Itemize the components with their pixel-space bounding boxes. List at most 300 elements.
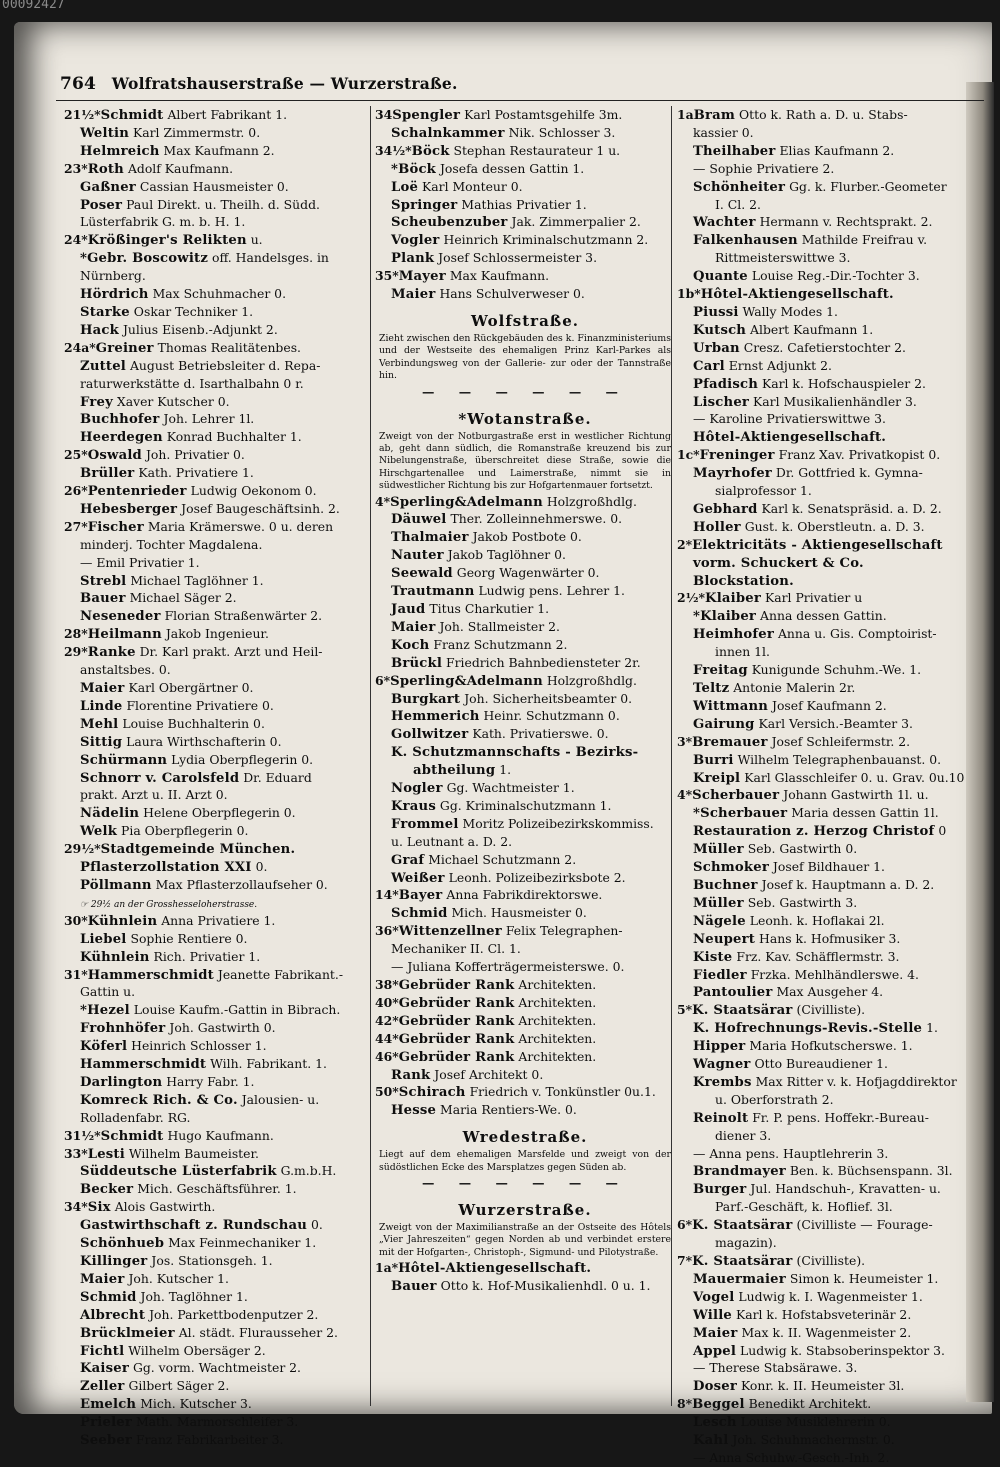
directory-entry xyxy=(64,1270,364,1288)
resident-name: Prieler xyxy=(80,1415,133,1431)
directory-entry xyxy=(375,815,675,833)
entry-details: (Civilliste). xyxy=(796,1253,866,1268)
entry-details: Ludwig pens. Lehrer 1. xyxy=(478,583,625,599)
house-number: 26* xyxy=(64,483,88,499)
resident-name: Starke xyxy=(80,304,130,320)
resident-name: Kühnlein xyxy=(87,913,158,929)
directory-entry xyxy=(677,643,982,661)
resident-name: Schmid xyxy=(391,906,448,922)
entry-details: u. Oberforstrath 2. xyxy=(715,1091,834,1107)
house-number: 40* xyxy=(375,994,399,1010)
resident-name: Sperling&Adelmann xyxy=(390,673,543,689)
resident-name: Sperling&Adelmann xyxy=(390,494,543,510)
resident-name: Appel xyxy=(693,1343,737,1359)
directory-entry xyxy=(677,1162,982,1180)
entry-details: Otto Bureaudiener 1. xyxy=(754,1056,888,1072)
entry-details: Elias Kaufmann 2. xyxy=(779,142,895,158)
directory-entry xyxy=(64,196,364,214)
resident-name: Six xyxy=(87,1200,111,1216)
entry-details: sialprofessor 1. xyxy=(715,483,812,499)
resident-name: K. Schutzmannschafts - Bezirks- xyxy=(391,745,639,761)
entry-details: Gg. Kriminalschutzmann 1. xyxy=(439,797,612,813)
directory-entry xyxy=(677,428,982,446)
directory-entry xyxy=(375,213,675,231)
resident-name: Trautmann xyxy=(391,584,475,600)
column-divider xyxy=(370,106,371,1406)
directory-entry xyxy=(677,1413,982,1431)
resident-name: Fischer xyxy=(87,519,144,535)
entry-details: Johann Gastwirth 1l. u. xyxy=(783,787,929,803)
entry-details: Hans k. Hofmusiker 3. xyxy=(759,930,901,946)
directory-entry xyxy=(375,510,675,528)
directory-entry xyxy=(64,142,364,160)
resident-name: Schalnkammer xyxy=(391,125,505,141)
entry-details: Architekten. xyxy=(518,994,597,1010)
directory-entry xyxy=(64,966,364,984)
house-number: 3* xyxy=(677,733,693,749)
resident-name: Hôtel-Aktiengesellschaft. xyxy=(398,1261,592,1277)
house-number: 2½* xyxy=(677,590,706,606)
entry-details: Lüsterfabrik G. m. b. H. 1. xyxy=(80,214,246,230)
entry-details: — Sophie Privatiere 2. xyxy=(693,160,835,176)
house-number: 29½* xyxy=(64,841,101,857)
entry-details: Nürnberg. xyxy=(80,268,146,284)
entry-details: Albert Kaufmann 1. xyxy=(750,321,874,337)
directory-entry xyxy=(677,1377,982,1395)
directory-entry xyxy=(64,1162,364,1180)
resident-name: Linde xyxy=(80,698,123,714)
directory-page xyxy=(14,22,992,1465)
entry-details: Dr. Eduard xyxy=(243,769,312,785)
directory-entry xyxy=(375,1259,675,1277)
entry-details: Architekten. xyxy=(518,1030,597,1046)
directory-entry xyxy=(677,930,982,948)
entry-details: (Civilliste — Fourage- xyxy=(796,1217,933,1233)
directory-entry xyxy=(64,393,364,411)
resident-name: Rank xyxy=(391,1067,431,1083)
resident-name: Weißer xyxy=(391,870,445,886)
directory-entry xyxy=(64,249,364,267)
entry-details: G.m.b.H. xyxy=(280,1163,337,1179)
resident-name: Gairung xyxy=(693,716,755,732)
house-number: 42* xyxy=(375,1012,399,1028)
resident-name: Bram xyxy=(693,108,736,123)
resident-name: Müller xyxy=(693,895,744,911)
entry-details: Wally Modes 1. xyxy=(742,303,838,319)
directory-entry xyxy=(677,572,982,590)
resident-name: Hôtel-Aktiengesellschaft. xyxy=(693,430,887,446)
resident-name: Bauer xyxy=(391,1279,437,1295)
entry-details: Joh. Parkettbodenputzer 2. xyxy=(149,1306,319,1322)
entry-details: Jul. Handschuh-, Kravatten- u. xyxy=(750,1181,941,1197)
directory-entry xyxy=(375,582,675,600)
directory-entry xyxy=(677,160,982,178)
resident-name: *Böck xyxy=(391,161,437,177)
resident-name: Restauration z. Herzog Christof xyxy=(693,824,935,840)
entry-details: Lydia Oberpflegerin 0. xyxy=(171,751,314,767)
house-number: 21½* xyxy=(64,107,101,122)
directory-entry xyxy=(64,321,364,339)
directory-entry xyxy=(64,1431,364,1449)
directory-entry xyxy=(375,249,675,267)
resident-name: Blockstation. xyxy=(693,573,794,589)
directory-entry xyxy=(677,1091,982,1109)
resident-name: vorm. Schuckert & Co. xyxy=(693,555,864,571)
directory-entry xyxy=(677,231,982,249)
resident-name: Mayer xyxy=(398,269,446,285)
entry-details: Louise Musiklehrerin 0. xyxy=(740,1414,891,1430)
entry-details: Heinrich Kriminalschutzmann 2. xyxy=(443,232,649,248)
resident-name: Pantoulier xyxy=(693,985,773,1001)
house-number: 1c* xyxy=(677,447,700,463)
entry-details: Max Kaufmann. xyxy=(449,268,550,284)
entry-details: 0. xyxy=(255,859,268,875)
entry-details: Architekten. xyxy=(518,1012,597,1028)
house-number: 34* xyxy=(64,1199,88,1215)
entry-details: Ludwig k. Stabsoberinspektor 3. xyxy=(740,1342,945,1358)
resident-name: K. Staatsärar xyxy=(692,1003,793,1019)
directory-entry xyxy=(64,1306,364,1324)
entry-details: Jalousien- u. xyxy=(241,1091,320,1107)
resident-name: Maier xyxy=(80,1271,125,1287)
resident-name: Hördrich xyxy=(80,287,149,303)
house-number: 4* xyxy=(677,787,693,803)
resident-name: Schmoker xyxy=(693,860,769,876)
entry-details: Josef Architekt 0. xyxy=(434,1066,544,1082)
entry-details: Jos. Stationsgeh. 1. xyxy=(151,1253,273,1268)
house-number: 25* xyxy=(64,447,88,463)
resident-name: Killinger xyxy=(80,1254,148,1269)
directory-entry xyxy=(64,160,364,178)
entry-details: Mich. Kutscher 3. xyxy=(140,1396,252,1412)
directory-entry xyxy=(375,196,675,214)
entry-details: Paul Direkt. u. Theilh. d. Südd. xyxy=(126,196,320,212)
entry-details: Architekten. xyxy=(518,1048,597,1064)
directory-entry xyxy=(64,1127,364,1145)
entry-details: Holzgroßhdlg. xyxy=(546,493,637,509)
directory-entry xyxy=(375,124,675,142)
directory-entry xyxy=(64,1234,364,1252)
entry-details: Josef Schlossermeister 3. xyxy=(438,250,598,266)
resident-name: Mayrhofer xyxy=(693,466,772,482)
street-description: Zweigt von der Maximilianstraße an der Ostseite des Hôtels „Vier Jahreszeiten“ gegen Norden ab und verbindet erstere mit der Hofgarten-, Christoph-, Sigmund- und Pilotystraße. xyxy=(379,1221,671,1258)
resident-name: Albrecht xyxy=(80,1307,146,1323)
resident-name: Süddeutsche Lüsterfabrik xyxy=(80,1164,277,1180)
resident-name: Maier xyxy=(391,287,436,303)
resident-name: Buchhofer xyxy=(80,412,160,428)
entry-details: Mathias Privatier 1. xyxy=(461,196,587,212)
resident-name: Theilhaber xyxy=(693,143,776,159)
directory-entry xyxy=(375,636,675,654)
resident-name: Schmid xyxy=(80,1289,137,1305)
resident-name: Plank xyxy=(391,251,435,267)
directory-entry xyxy=(677,1180,982,1198)
house-number: 28* xyxy=(64,626,88,642)
entry-details: Leonh. k. Hoflakai 2l. xyxy=(749,912,885,928)
section-separator: — — — — — — xyxy=(422,1175,628,1191)
entry-details: Gilbert Säger 2. xyxy=(128,1378,230,1394)
resident-name: Nogler xyxy=(391,781,443,797)
directory-entry xyxy=(677,536,982,554)
directory-entry xyxy=(64,1342,364,1360)
directory-entry xyxy=(677,983,982,1001)
house-number: 31* xyxy=(64,966,88,982)
directory-entry xyxy=(64,572,364,590)
directory-entry xyxy=(64,948,364,966)
directory-entry xyxy=(677,1037,982,1055)
entry-details: Pia Oberpflegerin 0. xyxy=(121,823,249,839)
directory-entry xyxy=(677,607,982,625)
house-number: 6* xyxy=(375,672,391,688)
entry-details: Franz Schutzmann 2. xyxy=(433,636,568,652)
entry-details: Nik. Schlosser 3. xyxy=(508,124,616,140)
entry-details: Anna Fabrikdirektorswe. xyxy=(446,887,603,903)
resident-name: Hammerschmidt xyxy=(87,967,214,983)
house-number: 35* xyxy=(375,268,399,284)
directory-entry xyxy=(64,213,364,231)
entry-details: Wilhelm Baumeister. xyxy=(128,1145,259,1161)
entry-details: Louise Buchhalterin 0. xyxy=(122,715,265,731)
resident-name: Gebrüder Rank xyxy=(398,1049,515,1065)
resident-name: Lischer xyxy=(693,394,750,410)
entry-details: Anna Privatiere 1. xyxy=(161,912,276,928)
directory-entry xyxy=(64,930,364,948)
entry-details: Joh. Taglöhner 1. xyxy=(140,1288,248,1304)
resident-name: Mehl xyxy=(80,716,119,732)
entry-details: Jakob Postbote 0. xyxy=(472,529,582,545)
resident-name: Gebrüder Rank xyxy=(398,978,515,993)
resident-name: Doser xyxy=(693,1379,737,1395)
house-number: 46* xyxy=(375,1048,399,1064)
directory-entry xyxy=(64,267,364,285)
directory-entry xyxy=(677,697,982,715)
resident-name: Kaiser xyxy=(80,1361,129,1377)
directory-entry xyxy=(677,1324,982,1342)
entry-details: Ben. k. Büchsenspann. 3l. xyxy=(789,1163,953,1179)
directory-entry xyxy=(64,1001,364,1019)
entry-details: Louise Kaufm.-Gattin in Bibrach. xyxy=(133,1002,341,1018)
entry-details: Ther. Zolleinnehmerswe. 0. xyxy=(450,511,623,527)
directory-entry xyxy=(677,1234,982,1252)
directory-entry xyxy=(677,894,982,912)
resident-name: Freitag xyxy=(693,663,748,679)
street-heading: Wredestraße. xyxy=(462,1128,588,1147)
directory-entry xyxy=(64,428,364,446)
entry-details: Heinrich Schlosser 1. xyxy=(131,1038,267,1054)
resident-name: Schönheiter xyxy=(693,179,786,195)
entry-details: Florian Straßenwärter 2. xyxy=(164,608,323,624)
entry-details: Karl k. Senatspräsid. a. D. 2. xyxy=(761,500,942,516)
entry-details: Sophie Rentiere 0. xyxy=(130,930,248,946)
directory-entry xyxy=(64,1180,364,1198)
resident-name: Reinolt xyxy=(693,1110,749,1126)
resident-name: Becker xyxy=(80,1182,134,1198)
house-number: 34½* xyxy=(375,142,412,158)
directory-entry xyxy=(64,285,364,303)
entry-details: Karl Versich.-Beamter 3. xyxy=(758,715,913,731)
resident-name: Pfadisch xyxy=(693,376,759,392)
entry-details: Karl Zimmermstr. 0. xyxy=(132,124,261,140)
directory-entry xyxy=(64,697,364,715)
house-number: 7* xyxy=(677,1253,693,1268)
directory-entry xyxy=(677,1055,982,1073)
resident-name: Poser xyxy=(80,197,123,213)
entry-details: Mathilde Freifrau v. xyxy=(801,232,928,248)
directory-entry xyxy=(375,690,675,708)
directory-entry xyxy=(375,1066,675,1084)
resident-name: Frohnhöfer xyxy=(80,1021,166,1037)
directory-entry xyxy=(677,1001,982,1019)
directory-entry xyxy=(677,912,982,930)
entry-details: Adolf Kaufmann. xyxy=(127,160,234,176)
resident-name: Gaßner xyxy=(80,179,136,195)
directory-entry xyxy=(64,1109,364,1127)
directory-entry xyxy=(64,1395,364,1413)
directory-entry xyxy=(677,948,982,966)
resident-name: Krembs xyxy=(693,1074,752,1090)
resident-name: Urban xyxy=(693,340,740,356)
directory-entry xyxy=(677,196,982,214)
directory-entry xyxy=(64,1198,364,1216)
resident-name: Maier xyxy=(80,681,125,696)
resident-name: Pflasterzollstation XXI xyxy=(80,860,252,876)
directory-entry xyxy=(375,600,675,618)
resident-name: Wille xyxy=(693,1307,732,1323)
resident-name: Wachter xyxy=(693,215,756,231)
resident-name: Hebesberger xyxy=(80,501,178,517)
entry-details: Titus Charkutier 1. xyxy=(429,600,550,616)
street-heading: *Wotanstraße. xyxy=(458,409,592,428)
resident-name: Buchner xyxy=(693,877,758,893)
entry-details: Maria dessen Gattin 1l. xyxy=(791,805,939,821)
resident-name: Jaud xyxy=(391,601,426,617)
resident-name: Lesti xyxy=(87,1146,125,1162)
directory-entry xyxy=(677,822,982,840)
resident-name: Fiedler xyxy=(693,967,747,983)
resident-name: Kahl xyxy=(693,1433,729,1449)
directory-entry xyxy=(64,124,364,142)
directory-entry xyxy=(677,410,982,428)
directory-entry xyxy=(375,869,675,887)
resident-name: Böck xyxy=(411,143,450,159)
directory-entry xyxy=(64,464,364,482)
house-number: 5* xyxy=(677,1002,693,1018)
resident-name: Gebrüder Rank xyxy=(398,1031,515,1047)
directory-entry xyxy=(375,922,675,940)
resident-name: Schmidt xyxy=(100,108,164,123)
resident-name: Schönhueb xyxy=(80,1236,165,1252)
entry-details: Max Pflasterzollaufseher 0. xyxy=(155,876,328,892)
directory-entry xyxy=(64,554,364,572)
entry-details: Thomas Realitätenbes. xyxy=(157,339,301,355)
resident-name: Klaiber xyxy=(705,591,762,607)
resident-name: Seeber xyxy=(80,1433,133,1449)
directory-entry xyxy=(64,375,364,393)
resident-name: Springer xyxy=(391,197,458,213)
entry-details: Albert Fabrikant 1. xyxy=(167,107,288,122)
directory-entry xyxy=(64,303,364,321)
entry-details: Otto k. Hof-Musikalienhdl. 0 u. 1. xyxy=(440,1278,651,1294)
resident-name: Wittmann xyxy=(693,698,769,714)
resident-name: Kutsch xyxy=(693,322,747,338)
entry-details: Kath. Privatiere 1. xyxy=(138,465,254,481)
entry-details: Math. Marmorschleifer 3. xyxy=(135,1414,299,1430)
entry-details: Konr. k. II. Heumeister 3l. xyxy=(740,1378,905,1394)
entry-details: Rich. Privatier 1. xyxy=(153,948,261,964)
directory-entry xyxy=(64,1216,364,1234)
entry-details: Franz Xav. Privatkopist 0. xyxy=(778,447,941,463)
directory-entry xyxy=(677,267,982,285)
directory-entry xyxy=(375,1012,675,1030)
entry-details: Kunigunde Schuhm.-We. 1. xyxy=(751,662,922,678)
resident-name: Maier xyxy=(391,619,436,635)
directory-entry xyxy=(64,1019,364,1037)
directory-entry xyxy=(64,178,364,196)
entry-details: Leonh. Polizeibezirksbote 2. xyxy=(448,869,626,885)
entry-details: Antonie Malerin 2r. xyxy=(733,680,856,695)
resident-name: Hemmerich xyxy=(391,709,480,725)
directory-entry xyxy=(375,833,675,851)
directory-entry xyxy=(677,249,982,267)
directory-entry xyxy=(677,554,982,572)
directory-entry xyxy=(677,1252,982,1270)
house-number: 2* xyxy=(677,536,693,552)
directory-entry xyxy=(64,500,364,518)
directory-entry xyxy=(677,966,982,984)
directory-entry xyxy=(375,797,675,815)
directory-entry xyxy=(375,994,675,1012)
resident-name: *Klaiber xyxy=(693,609,757,625)
resident-name: Sittig xyxy=(80,734,123,750)
directory-entry xyxy=(64,858,364,876)
directory-entry xyxy=(677,339,982,357)
directory-entry xyxy=(677,213,982,231)
section-separator: — — — — — — xyxy=(422,383,628,399)
directory-entry xyxy=(677,679,982,697)
directory-entry xyxy=(677,482,982,500)
house-number: 31½* xyxy=(64,1127,101,1143)
directory-entry xyxy=(375,725,675,743)
directory-entry xyxy=(677,1431,982,1449)
running-title: Wolfratshauserstraße — Wurzerstraße. xyxy=(111,74,458,93)
resident-name: Schürmann xyxy=(80,752,168,768)
directory-entry xyxy=(64,339,364,357)
directory-entry xyxy=(677,375,982,393)
resident-name: Hipper xyxy=(693,1039,746,1055)
resident-name: *Gebr. Boscowitz xyxy=(80,251,209,267)
entry-details: u. xyxy=(250,232,263,248)
directory-entry xyxy=(64,1037,364,1055)
entry-details: Franz Fabrikarbeiter 3. xyxy=(136,1432,284,1448)
entry-details: Seb. Gastwirth 0. xyxy=(747,841,858,857)
entry-details: Moritz Polizeibezirkskommiss. xyxy=(462,815,654,831)
directory-entry xyxy=(64,840,364,858)
entry-details: Oskar Techniker 1. xyxy=(133,303,254,319)
entry-details: Wilh. Fabrikant. 1. xyxy=(210,1056,327,1072)
resident-name: Oswald xyxy=(87,448,142,464)
entry-details: Seb. Gastwirth 3. xyxy=(747,894,858,910)
directory-entry xyxy=(677,500,982,518)
resident-name: Scherbauer xyxy=(692,788,780,804)
resident-name: Mauermaier xyxy=(693,1271,786,1287)
resident-name: Darlington xyxy=(80,1074,163,1090)
directory-entry xyxy=(64,625,364,643)
resident-name: Kreipl xyxy=(693,770,741,786)
resident-name: Gebrüder Rank xyxy=(398,995,515,1011)
resident-name: Scheubenzuber xyxy=(391,215,508,231)
entry-details: Karl Monteur 0. xyxy=(422,178,523,194)
entry-details: kassier 0. xyxy=(693,124,754,140)
